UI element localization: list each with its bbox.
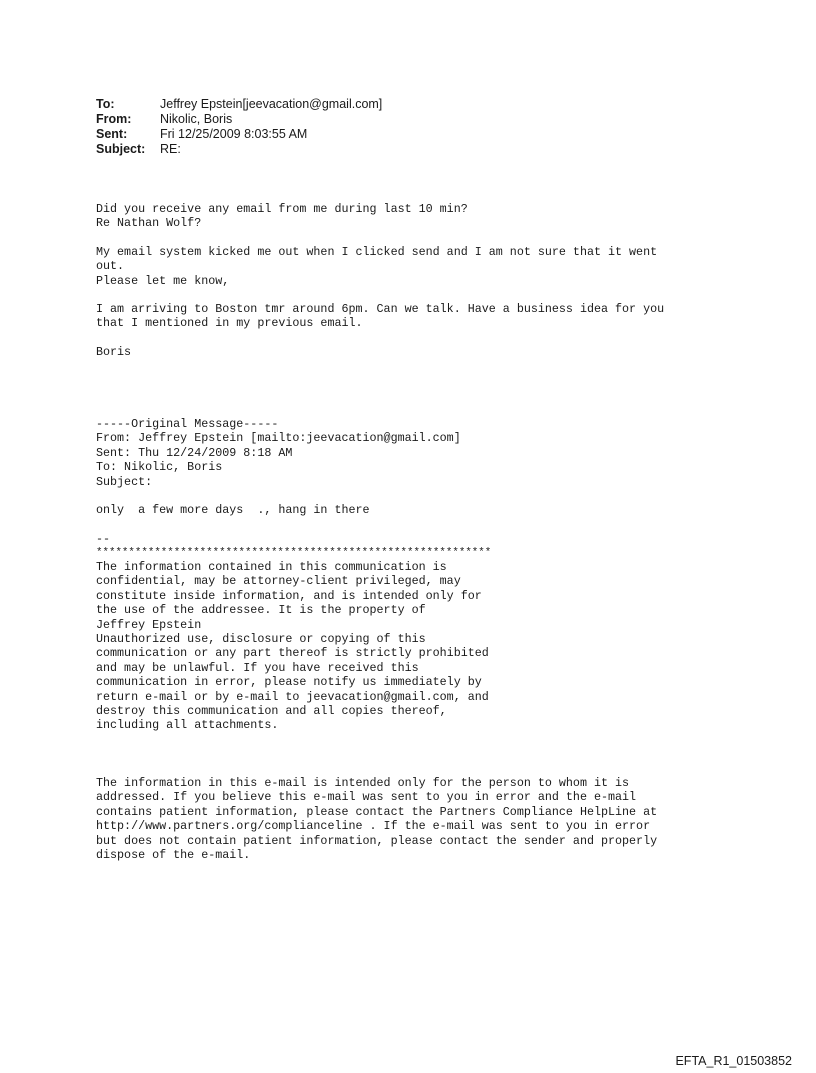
to-value: Jeffrey Epstein[jeevacation@gmail.com] <box>160 97 383 111</box>
body-paragraph-1: Did you receive any email from me during last 10 min? Re Nathan Wolf? <box>96 202 468 231</box>
to-row <box>96 97 382 112</box>
subject-row <box>96 142 382 157</box>
subject-label: Subject: <box>96 142 146 156</box>
sent-value: Fri 12/25/2009 8:03:55 AM <box>160 127 308 141</box>
signature: Boris <box>96 345 132 359</box>
subject-value: RE: <box>160 142 181 156</box>
from-label: From: <box>96 112 132 126</box>
sent-row <box>96 127 382 142</box>
original-to: To: Nikolic, Boris <box>96 460 223 474</box>
original-sent: Sent: Thu 12/24/2009 8:18 AM <box>96 446 293 460</box>
email-header <box>96 97 382 157</box>
to-label: To: <box>96 97 115 111</box>
original-from: From: Jeffrey Epstein [mailto:jeevacation@gmail.com] <box>96 431 461 445</box>
disclaimer-text: The information contained in this communication is confidential, may be attorney-client privileged, may constitute inside information, and is intended only for the use of the addressee. It is the property of Jeffrey Epstein Unauthorized use, disclosure or copying of this communication or any part thereof is strictly prohibited and may be unlawful. If you have received this communication in error, please notify us immediately by return e-mail or by e-mail to jeevacation@gmail.com, and destroy this communication and all copies thereof, including all attachments. <box>96 560 489 733</box>
original-message-separator: -----Original Message----- <box>96 417 279 431</box>
body-paragraph-3: I am arriving to Boston tmr around 6pm. Can we talk. Have a business idea for you that I mentioned in my previous email. <box>96 302 665 331</box>
sent-label: Sent: <box>96 127 128 141</box>
partners-notice: The information in this e-mail is intended only for the person to whom it is addressed. If you believe this e-mail was sent to you in error and the e-mail contains patient information, please contact the Partners Compliance HelpLine at http://www.partners.org/complianceline . If the e-mail was sent to you in error but does not contain patient information, please contact the sender and properly dispose of the e-mail. <box>96 776 658 863</box>
disclaimer-stars: ************************************************************* <box>96 547 492 559</box>
body-paragraph-2: My email system kicked me out when I clicked send and I am not sure that it went out. Please let me know, <box>96 245 658 288</box>
disclaimer-dashes: -- <box>96 532 111 546</box>
original-subject: Subject: <box>96 475 153 489</box>
document-id: EFTA_R1_01503852 <box>675 1054 792 1068</box>
original-body: only a few more days ., hang in there <box>96 503 370 517</box>
from-row <box>96 112 382 127</box>
from-value: Nikolic, Boris <box>160 112 233 126</box>
